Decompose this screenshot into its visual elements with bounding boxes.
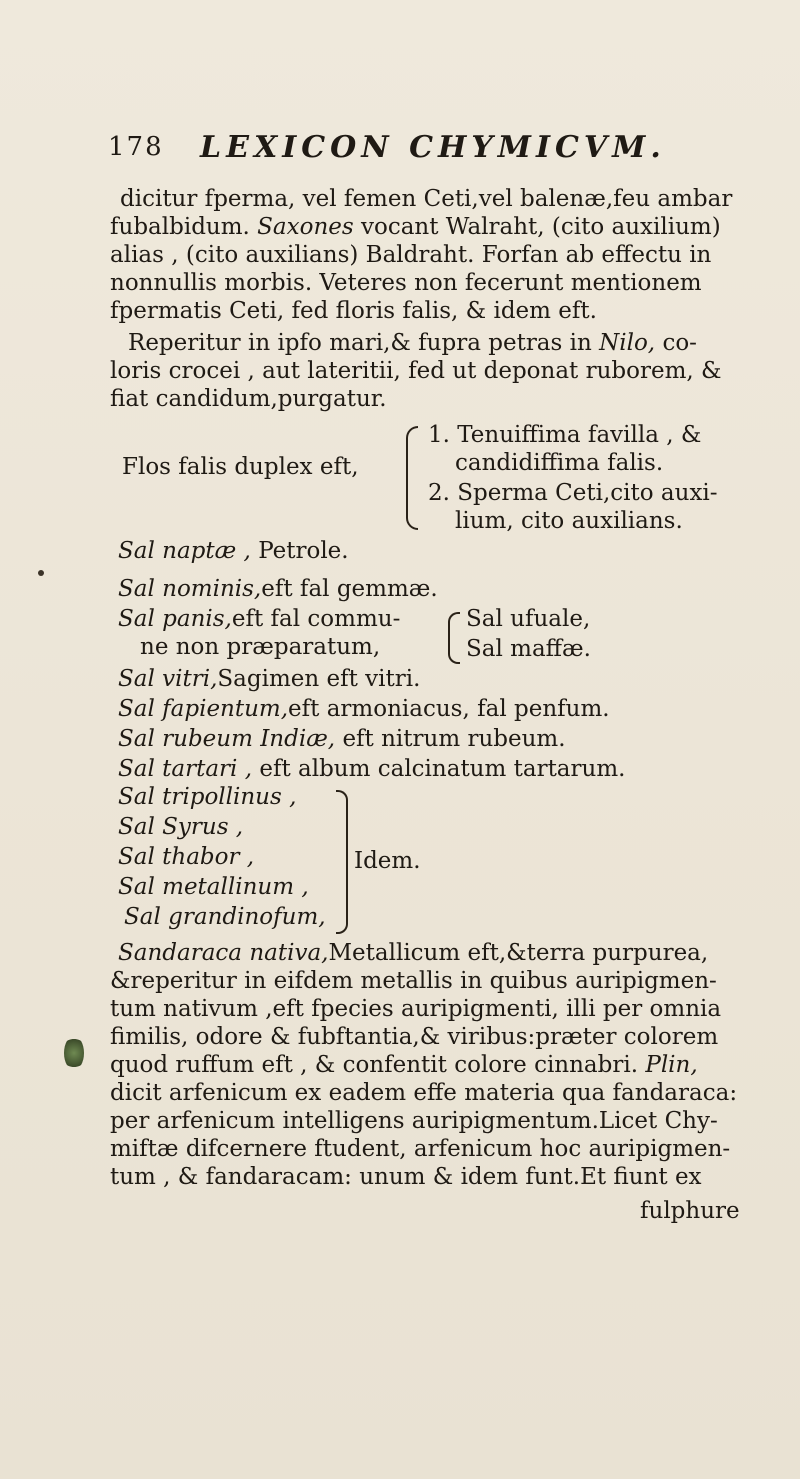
entry-text: eft album calcinatum tartarum.	[259, 756, 626, 782]
catchword: fulphure	[640, 1198, 740, 1224]
text-span: Reperitur in ipfo mari,& fupra petras in	[128, 330, 592, 356]
idem-term: Sal grandinofum,	[124, 904, 326, 930]
text-line: lium, cito auxilians.	[455, 508, 683, 534]
idem-term: Sal tripollinus ,	[118, 784, 297, 810]
text-line: per arfenicum intelligens auripigmentum.Licet Chy-	[110, 1108, 718, 1134]
text-line: miftæ difcernere ftudent, arfenicum hoc auripigmen-	[110, 1136, 731, 1162]
option-line: Sal ufuale,	[466, 606, 591, 632]
idem-label: Idem.	[354, 848, 421, 874]
text-line: fiat candidum,purgatur.	[110, 386, 387, 412]
dictionary-entry	[118, 664, 420, 694]
dictionary-entry	[118, 694, 610, 724]
text-line: 1. Tenuiffima favilla , &	[428, 422, 702, 448]
entry-term: Sal vitri,	[118, 666, 218, 692]
entry-term: Sal rubeum Indiæ,	[118, 726, 336, 752]
text-line: tum nativum ,eft fpecies auripigmenti, illi per omnia	[110, 996, 722, 1022]
text-span: quod ruffum eft , & confentit colore cinnabri.	[110, 1052, 639, 1078]
entry-term: Sal panis,	[118, 606, 232, 632]
entry-term: Sandaraca nativa,	[118, 940, 329, 966]
text-span: vocant Walraht, (cito auxilium)	[361, 214, 721, 240]
entry-term: Sal naptæ ,	[118, 538, 251, 564]
text-line: &reperitur in eifdem metallis in quibus auripigmen-	[110, 968, 717, 994]
entry-text: Sagimen eft vitri.	[217, 666, 421, 692]
ink-speck	[38, 570, 44, 576]
idem-term: Sal Syrus ,	[118, 814, 244, 840]
text-line: tum , & fandaracam: unum & idem funt.Et fiunt ex	[110, 1164, 702, 1190]
page-number: 178	[108, 132, 164, 162]
text-line: fpermatis Ceti, fed floris falis, & idem eft.	[110, 298, 597, 324]
entry-text: Petrole.	[258, 538, 349, 564]
dictionary-entry	[118, 536, 349, 566]
dictionary-entry	[118, 604, 400, 634]
text-line	[128, 328, 697, 358]
dictionary-entry	[118, 724, 566, 754]
dictionary-entry	[118, 754, 625, 784]
idem-term: Sal metallinum ,	[118, 874, 309, 900]
italic-term: Plin,	[645, 1052, 698, 1078]
italic-term: Nilo,	[599, 330, 656, 356]
dictionary-entry	[118, 938, 708, 968]
brace	[448, 612, 460, 664]
dictionary-entry	[118, 574, 438, 604]
text-line: loris crocei , aut lateritii, fed ut deponat ruborem, &	[110, 358, 722, 384]
entry-term: Flos falis duplex eft,	[122, 454, 359, 480]
text-line: dicit arfenicum ex eadem effe materia qua fandaraca:	[110, 1080, 738, 1106]
stain-mark	[64, 1036, 84, 1070]
text-line: fimilis, odore & fubftantia,& viribus:præter colorem	[110, 1024, 719, 1050]
text-line: dicitur fperma, vel femen Ceti,vel balenæ,feu ambar	[120, 186, 733, 212]
dictionary-entry	[140, 632, 380, 662]
entry-text: eft fal commu-	[231, 606, 401, 632]
page-header	[108, 132, 728, 172]
running-title: LEXICON CHYMICVM.	[200, 130, 666, 165]
entry-term: Sal tartari ,	[118, 756, 253, 782]
entry-text: Metallicum eft,&terra purpurea,	[328, 940, 709, 966]
text-span: co-	[662, 330, 697, 356]
text-span: fubalbidum.	[110, 214, 250, 240]
brace	[406, 426, 418, 530]
brace	[336, 790, 348, 934]
entry-text: eft fal gemmæ.	[261, 576, 438, 602]
idem-term: Sal thabor ,	[118, 844, 255, 870]
entry-term: Sal nominis,	[118, 576, 262, 602]
entry-text: eft armoniacus, fal penfum.	[288, 696, 610, 722]
entry-text: ne non præparatum,	[140, 634, 381, 660]
italic-term: Saxones	[257, 214, 354, 240]
text-line	[110, 1050, 698, 1080]
text-line: alias , (cito auxilians) Baldraht. Forfan ab effectu in	[110, 242, 712, 268]
text-line: 2. Sperma Ceti,cito auxi-	[428, 480, 718, 506]
text-line	[110, 212, 721, 242]
entry-term: Sal fapientum,	[118, 696, 289, 722]
text-line: candidiffima falis.	[455, 450, 664, 476]
text-line: nonnullis morbis. Veteres non fecerunt mentionem	[110, 270, 702, 296]
entry-text: eft nitrum rubeum.	[342, 726, 566, 752]
option-line: Sal maffæ.	[466, 636, 591, 662]
